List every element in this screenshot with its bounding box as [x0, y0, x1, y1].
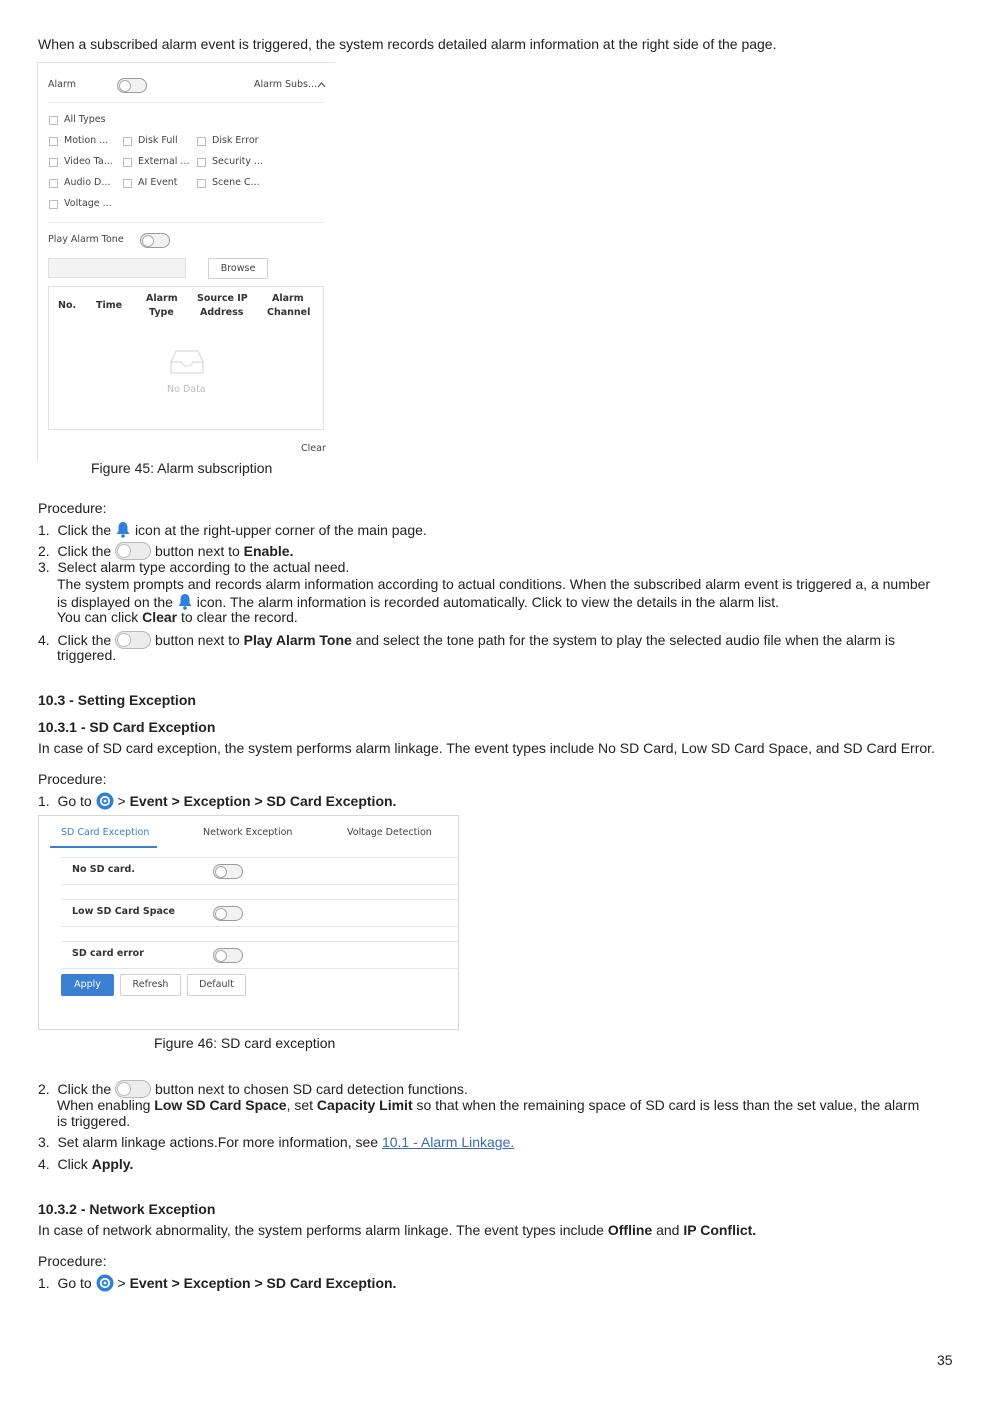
col-time: Time: [96, 300, 123, 311]
step-2-cont: is triggered.: [57, 1113, 131, 1129]
subsection-heading: 10.3.1 - SD Card Exception: [38, 719, 216, 735]
play-alarm-tone-toggle[interactable]: [140, 233, 170, 248]
subsection-heading: 10.3.2 - Network Exception: [38, 1201, 216, 1217]
step-2-detail: When enabling Low SD Card Space, set Capacity Limit so that when the remaining space of SD card is less than the set value, the alarm: [57, 1097, 920, 1113]
col-no: No.: [58, 300, 77, 311]
refresh-button[interactable]: Refresh: [120, 974, 181, 996]
toggle-icon: [115, 631, 151, 649]
bell-icon: [115, 521, 131, 542]
type-label: Video Ta...: [64, 156, 113, 167]
tab-voltage-detection[interactable]: Voltage Detection: [347, 827, 432, 838]
step-3-detail: is displayed on the icon. The alarm information is recorded automatically. Click to view the details in the alarm list.: [57, 593, 779, 614]
row-label: SD card error: [72, 948, 144, 959]
scene-change-checkbox[interactable]: [197, 179, 206, 188]
col-alarm-channel: Alarm: [272, 293, 304, 304]
page-number: 35: [937, 1352, 953, 1368]
type-label: Disk Error: [212, 135, 259, 146]
type-label: Motion ...: [64, 135, 109, 146]
disk-full-checkbox[interactable]: [123, 137, 132, 146]
tone-path-input[interactable]: [48, 258, 186, 278]
step-2: 2. Click the button next to chosen SD card detection functions.: [38, 1081, 468, 1097]
step-4: 4. Click Apply.: [38, 1156, 134, 1172]
type-label: External ...: [138, 156, 190, 167]
step-3: 3. Set alarm linkage actions.For more information, see 10.1 - Alarm Linkage.: [38, 1134, 515, 1150]
settings-gear-icon: [96, 792, 114, 814]
type-label: Disk Full: [138, 135, 178, 146]
alarm-label: Alarm: [48, 79, 76, 90]
step-1: 1. Go to > Event > Exception > SD Card Exception.: [38, 792, 396, 814]
audio-checkbox[interactable]: [49, 179, 58, 188]
settings-gear-icon: [96, 1274, 114, 1296]
col-alarm-type: Alarm: [146, 293, 178, 304]
type-label: Security ...: [212, 156, 264, 167]
browse-button[interactable]: Browse: [208, 258, 268, 279]
empty-inbox-icon: [170, 349, 204, 380]
tab-network-exception[interactable]: Network Exception: [203, 827, 293, 838]
step-1: 1. Click the icon at the right-upper corner of the main page.: [38, 521, 427, 542]
procedure-label: Procedure:: [38, 771, 107, 787]
procedure-label: Procedure:: [38, 1253, 107, 1269]
section-heading: 10.3 - Setting Exception: [38, 692, 196, 708]
default-button[interactable]: Default: [187, 974, 246, 996]
toggle-icon: [115, 542, 151, 560]
alarm-toggle[interactable]: [117, 78, 147, 93]
alarm-subscription-panel: [37, 62, 335, 460]
external-checkbox[interactable]: [123, 158, 132, 167]
security-checkbox[interactable]: [197, 158, 206, 167]
play-alarm-tone-label: Play Alarm Tone: [48, 234, 124, 245]
no-data-text: No Data: [167, 384, 206, 395]
col-alarm-type: Type: [149, 307, 174, 318]
type-label: Voltage ...: [64, 198, 112, 209]
figure-caption: Figure 46: SD card exception: [154, 1035, 336, 1051]
apply-button[interactable]: Apply: [61, 974, 114, 996]
alarm-table: [48, 286, 324, 430]
alarm-subs-dropdown[interactable]: Alarm Subs...: [254, 79, 318, 90]
clear-button[interactable]: Clear: [301, 443, 326, 454]
step-4-cont: triggered.: [57, 647, 117, 663]
type-label: Audio D...: [64, 177, 111, 188]
step-3: 3. Select alarm type according to the actual need.: [38, 559, 350, 575]
step-3-clear: You can click Clear to clear the record.: [57, 609, 298, 625]
figure-caption: Figure 45: Alarm subscription: [91, 460, 273, 476]
disk-error-checkbox[interactable]: [197, 137, 206, 146]
sd-intro: In case of SD card exception, the system performs alarm linkage. The event types include No SD Card, Low SD Card Space, and SD Card Error.: [38, 740, 935, 756]
voltage-checkbox[interactable]: [49, 200, 58, 209]
row-label: Low SD Card Space: [72, 906, 176, 917]
step-2: 2. Click the button next to Enable.: [38, 543, 294, 559]
step-3-detail: The system prompts and records alarm information according to actual conditions. When the subscribed alarm event is triggered a, a number: [57, 576, 931, 592]
type-label: Scene C...: [212, 177, 260, 188]
type-label: All Types: [64, 114, 106, 125]
all-types-checkbox[interactable]: [49, 116, 58, 125]
step-4: 4. Click the button next to Play Alarm Tone and select the tone path for the system to play the selected audio file when the alarm is: [38, 632, 896, 648]
ai-event-checkbox[interactable]: [123, 179, 132, 188]
setting-row: [61, 899, 459, 927]
alarm-linkage-link[interactable]: 10.1 - Alarm Linkage.: [381, 1134, 515, 1150]
procedure-label: Procedure:: [38, 500, 107, 516]
network-intro: In case of network abnormality, the system performs alarm linkage. The event types include Offline and IP Conflict.: [38, 1222, 757, 1238]
video-tamper-checkbox[interactable]: [49, 158, 58, 167]
row-label: No SD card.: [72, 864, 135, 875]
sd-card-exception-panel: [38, 815, 459, 1030]
setting-row: [61, 941, 459, 969]
low-sd-space-toggle[interactable]: [213, 906, 243, 921]
step-1: 1. Go to > Event > Exception > SD Card Exception.: [38, 1274, 396, 1296]
type-label: AI Event: [138, 177, 178, 188]
toggle-icon: [115, 1080, 151, 1098]
chevron-up-icon[interactable]: [317, 80, 326, 90]
no-sd-card-toggle[interactable]: [213, 864, 243, 879]
col-source-ip: Source IP: [197, 293, 248, 304]
sd-card-error-toggle[interactable]: [213, 948, 243, 963]
motion-checkbox[interactable]: [49, 137, 58, 146]
tab-sd-card-exception[interactable]: SD Card Exception: [61, 827, 150, 838]
setting-row: [61, 857, 459, 885]
col-alarm-channel: Channel: [267, 307, 311, 318]
col-source-ip: Address: [200, 307, 244, 318]
intro-text: When a subscribed alarm event is triggered, the system records detailed alarm information at the right side of the page.: [38, 36, 777, 52]
